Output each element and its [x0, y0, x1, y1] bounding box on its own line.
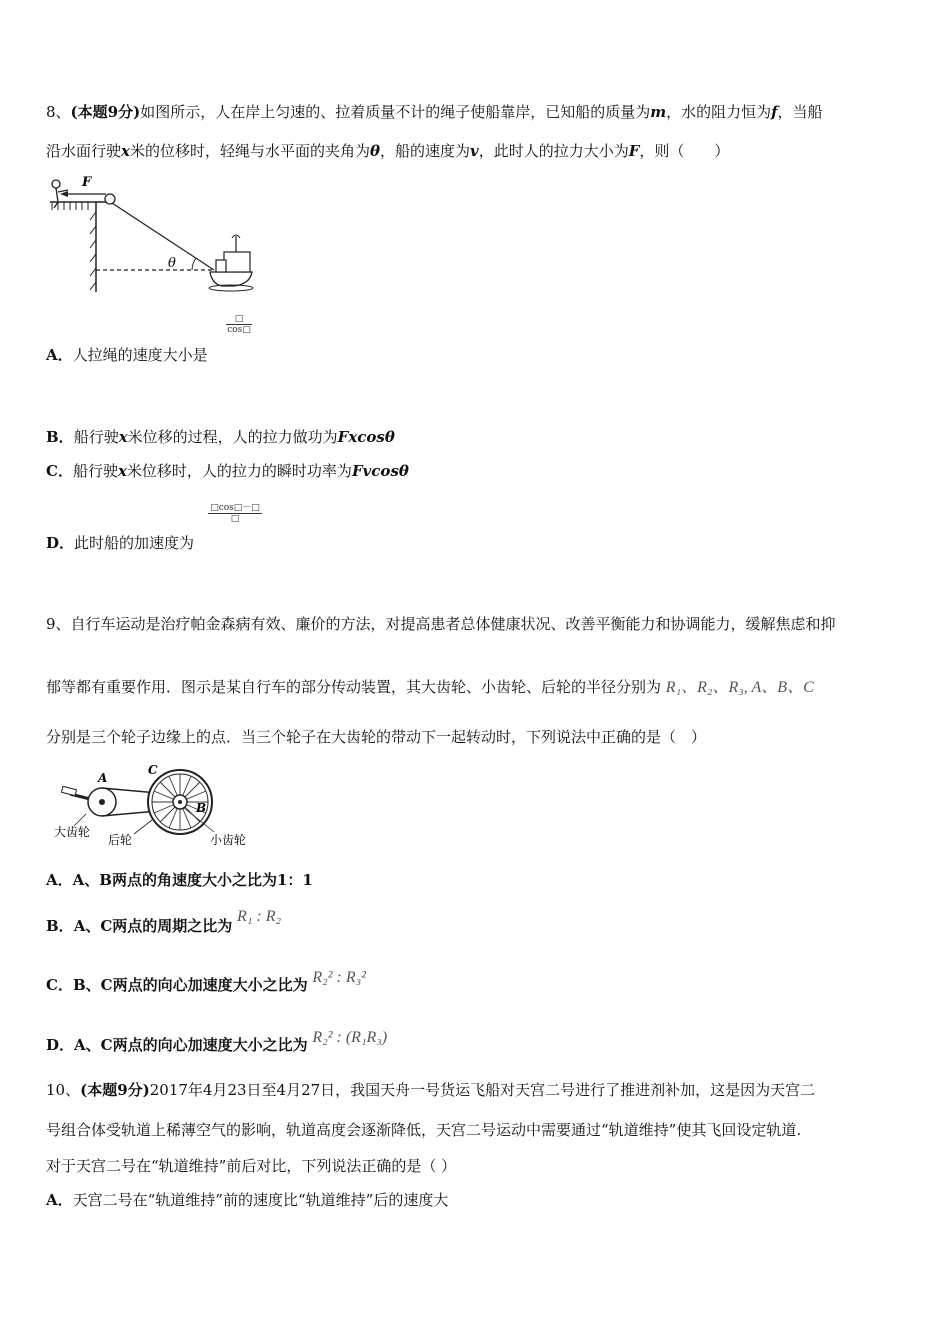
q9-point-b-label: B	[196, 801, 207, 815]
q8-option-a: A．人拉绳的速度大小是	[46, 346, 208, 364]
q8-line2: 沿水面行驶x米的位移时，轻绳与水平面的夹角为θ，船的速度为v，此时人的拉力大小为F，则（ ）	[46, 142, 730, 160]
q8-angle-label: θ	[168, 256, 176, 271]
q10-number: 10、	[46, 1081, 81, 1099]
q10-line1: 10、(本题9分)2017年4月23日至4月27日，我国天舟一号货运飞船对天宫二号进行了推进剂补加，这是因为天宫二	[46, 1081, 816, 1099]
q9-point-a-label: A	[98, 771, 108, 785]
q8-number: 8、	[46, 103, 71, 121]
q9-option-d: D．A、C两点的向心加速度大小之比为 R₂² : (R₁R₃)	[46, 1029, 388, 1054]
q8-option-d: D．此时船的加速度为	[46, 534, 195, 552]
q9-number: 9、	[46, 615, 71, 633]
q9-small-gear-label: 小齿轮	[210, 833, 247, 847]
q8-score: (本题9分)	[70, 103, 141, 121]
q9-line3: 分别是三个轮子边缘上的点．当三个轮子在大齿轮的带动下一起转动时，下列说法中正确的是（ ）	[46, 728, 707, 746]
q8-force-label: F	[82, 175, 92, 190]
q9-line1: 9、自行车运动是治疗帕金森病有效、廉价的方法，对提高患者总体健康状况、改善平衡能力和协调能力，缓解焦虑和抑	[46, 615, 836, 633]
q9-option-c-math: R₂² : R₃²	[312, 969, 366, 986]
q9-bicycle-figure	[50, 762, 270, 850]
q9-big-gear-label: 大齿轮	[54, 825, 91, 839]
q8-option-c: C．船行驶x米位移时，人的拉力的瞬时功率为Fvcosθ	[46, 462, 409, 480]
q8-boat-figure	[46, 172, 276, 297]
q8-option-a-fraction: □ cos□	[227, 314, 251, 335]
q9-option-b: B．A、C两点的周期之比为 R₁ : R₂	[46, 908, 282, 935]
q8-line1: 8、(本题9分)如图所示，人在岸上匀速的、拉着质量不计的绳子使船靠岸，已知船的质量为m，水的阻力恒为f，当船	[46, 103, 823, 121]
q9-option-b-math: R₁ : R₂	[237, 908, 282, 925]
q9-option-c: C．B、C两点的向心加速度大小之比为 R₂² : R₃²	[46, 969, 366, 994]
q9-option-d-math: R₂² : (R₁R₃)	[312, 1029, 388, 1046]
q8-option-b: B．船行驶x米位移的过程，人的拉力做功为Fxcosθ	[46, 428, 395, 446]
q9-point-c-label: C	[148, 763, 158, 777]
q9-rear-wheel-label: 后轮	[108, 833, 133, 847]
q10-score: (本题9分)	[80, 1081, 150, 1099]
q10-line3: 对于天宫二号在“轨道维持”前后对比，下列说法正确的是（ ）	[46, 1157, 457, 1175]
q9-radii-math: R₁、R₂、R₃, A、B、C	[665, 679, 814, 696]
q9-line2: 郁等都有重要作用．图示是某自行车的部分传动装置，其大齿轮、小齿轮、后轮的半径分别为 R₁、R₂、R₃, A、B、C	[46, 678, 814, 696]
q10-line2: 号组合体受轨道上稀薄空气的影响，轨道高度会逐渐降低，天宫二号运动中需要通过“轨道维持”使其飞回设定轨道.	[46, 1121, 802, 1139]
q10-option-a: A．天宫二号在“轨道维持”前的速度比“轨道维持”后的速度大	[46, 1191, 449, 1209]
q9-option-a: A．A、B两点的角速度大小之比为1：1	[46, 871, 313, 889]
q8-option-d-fraction: □cos□－□ □	[208, 503, 262, 524]
